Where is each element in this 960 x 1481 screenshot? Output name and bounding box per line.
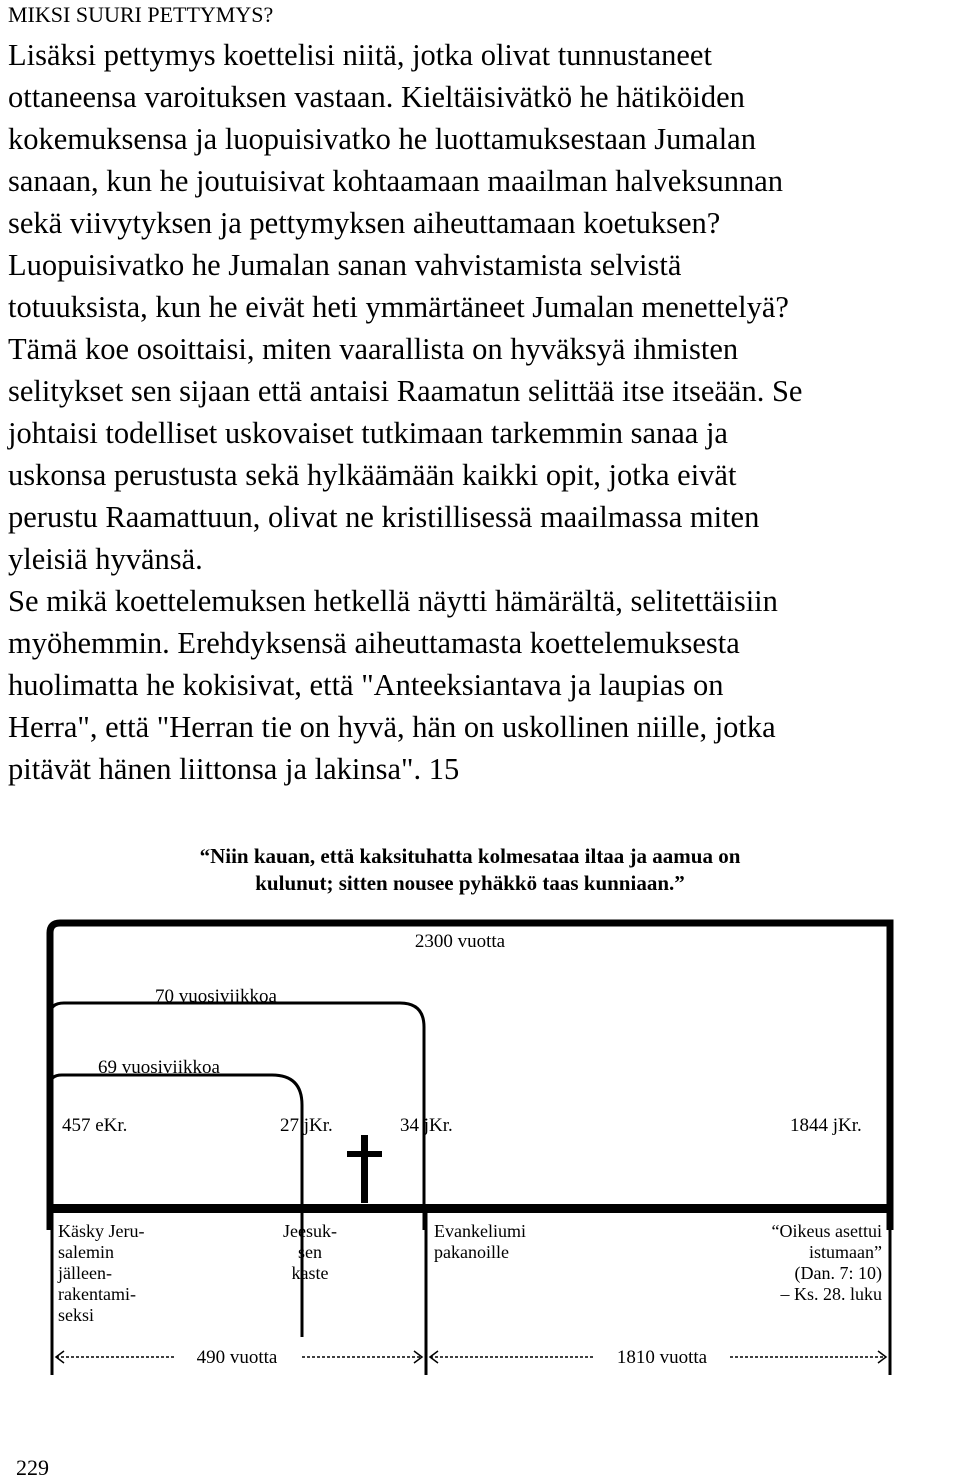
event-27-line: kaste	[291, 1263, 329, 1283]
body-line: sekä viivytyksen ja pettymyksen aiheuttamaan koetuksen?	[8, 206, 721, 240]
body-line: Se mikä koettelemuksen hetkellä näytti hämärältä, selitettäisiin	[8, 584, 778, 618]
diagram-quote-line: “Niin kauan, että kaksituhatta kolmesataa iltaa ja aamua on	[199, 844, 741, 868]
event-1844-judgment	[772, 1221, 882, 1304]
event-1844-line: “Oikeus asettui	[771, 1221, 882, 1241]
date-1844-ad: 1844 jKr.	[790, 1115, 862, 1136]
body-line: johtaisi todelliset uskovaiset tutkimaan tarkemmin sanaa ja	[8, 416, 728, 450]
body-line: ottaneensa varoituksen vastaan. Kieltäisivätkö he hätiköiden	[8, 80, 745, 114]
event-27-baptism	[283, 1221, 337, 1283]
span-1810-years	[430, 1347, 886, 1368]
body-line: Tämä koe osoittaisi, miten vaarallista on hyväksyä ihmisten	[8, 332, 739, 366]
event-34-line: Evankeliumi	[434, 1221, 526, 1241]
event-457-line: jälleen-	[58, 1263, 112, 1283]
page-number: 229	[16, 1455, 49, 1480]
cross-icon	[347, 1135, 382, 1203]
date-34-ad: 34 jKr.	[400, 1115, 453, 1136]
body-line: sanaan, kun he joutuisivat kohtaamaan maailman halveksunnan	[8, 164, 783, 198]
body-line: kokemuksensa ja luopuisivatko he luottamuksestaan Jumalan	[8, 122, 756, 156]
event-34-gospel	[434, 1221, 526, 1262]
event-1844-line: – Ks. 28. luku	[780, 1284, 882, 1304]
body-line: myöhemmin. Erehdyksensä aiheuttamasta koettelemuksesta	[8, 626, 740, 660]
label-69-weeks: 69 vuosiviikkoa	[98, 1057, 220, 1078]
date-27-ad: 27 jKr.	[280, 1115, 333, 1136]
label-490-years: 490 vuotta	[196, 1347, 278, 1368]
body-line: selitykset sen sijaan että antaisi Raamatun selittää itse itseään. Se	[8, 374, 803, 408]
body-line: yleisiä hyvänsä.	[8, 542, 203, 576]
prophecy-timeline-diagram	[40, 835, 920, 1385]
body-line: huolimatta he kokisivat, että "Anteeksiantava ja laupias on	[8, 668, 724, 702]
body-line: Herra", että "Herran tie on hyvä, hän on uskollinen niille, jotka	[8, 710, 776, 744]
event-1844-line: (Dan. 7: 10)	[794, 1263, 882, 1283]
body-line: perustu Raamattuun, olivat ne kristillisessä maailmassa miten	[8, 500, 760, 534]
event-457-line: salemin	[58, 1242, 114, 1262]
event-27-line: sen	[298, 1242, 322, 1262]
body-line: pitävät hänen liittonsa ja lakinsa". 15	[8, 752, 460, 786]
chapter-heading: MIKSI SUURI PETTYMYS?	[8, 2, 274, 27]
event-457-line: Käsky Jeru-	[58, 1221, 145, 1241]
event-457-line: rakentami-	[58, 1284, 136, 1304]
event-34-line: pakanoille	[434, 1242, 509, 1262]
label-1810-years: 1810 vuotta	[616, 1347, 708, 1368]
label-2300-years: 2300 vuotta	[414, 931, 506, 952]
date-457-bc: 457 eKr.	[62, 1115, 128, 1136]
event-457-decree	[57, 1221, 144, 1325]
body-line: Luopuisivatko he Jumalan sanan vahvistamista selvistä	[8, 248, 682, 282]
timeline-bar	[48, 1204, 892, 1213]
body-line: totuuksista, kun he eivät heti ymmärtäneet Jumalan menettelyä?	[8, 290, 789, 324]
body-line: uskonsa perustusta sekä hylkäämään kaikki opit, jotka eivät	[8, 458, 737, 492]
event-1844-line: istumaan”	[809, 1242, 882, 1262]
label-70-weeks: 70 vuosiviikkoa	[155, 986, 277, 1007]
event-27-line: Jeesuk-	[283, 1221, 337, 1241]
span-490-years	[56, 1347, 422, 1368]
diagram-quote-line: kulunut; sitten nousee pyhäkkö taas kunniaan.”	[255, 871, 685, 895]
body-line: Lisäksi pettymys koettelisi niitä, jotka olivat tunnustaneet	[8, 38, 712, 72]
event-457-line: seksi	[58, 1305, 94, 1325]
